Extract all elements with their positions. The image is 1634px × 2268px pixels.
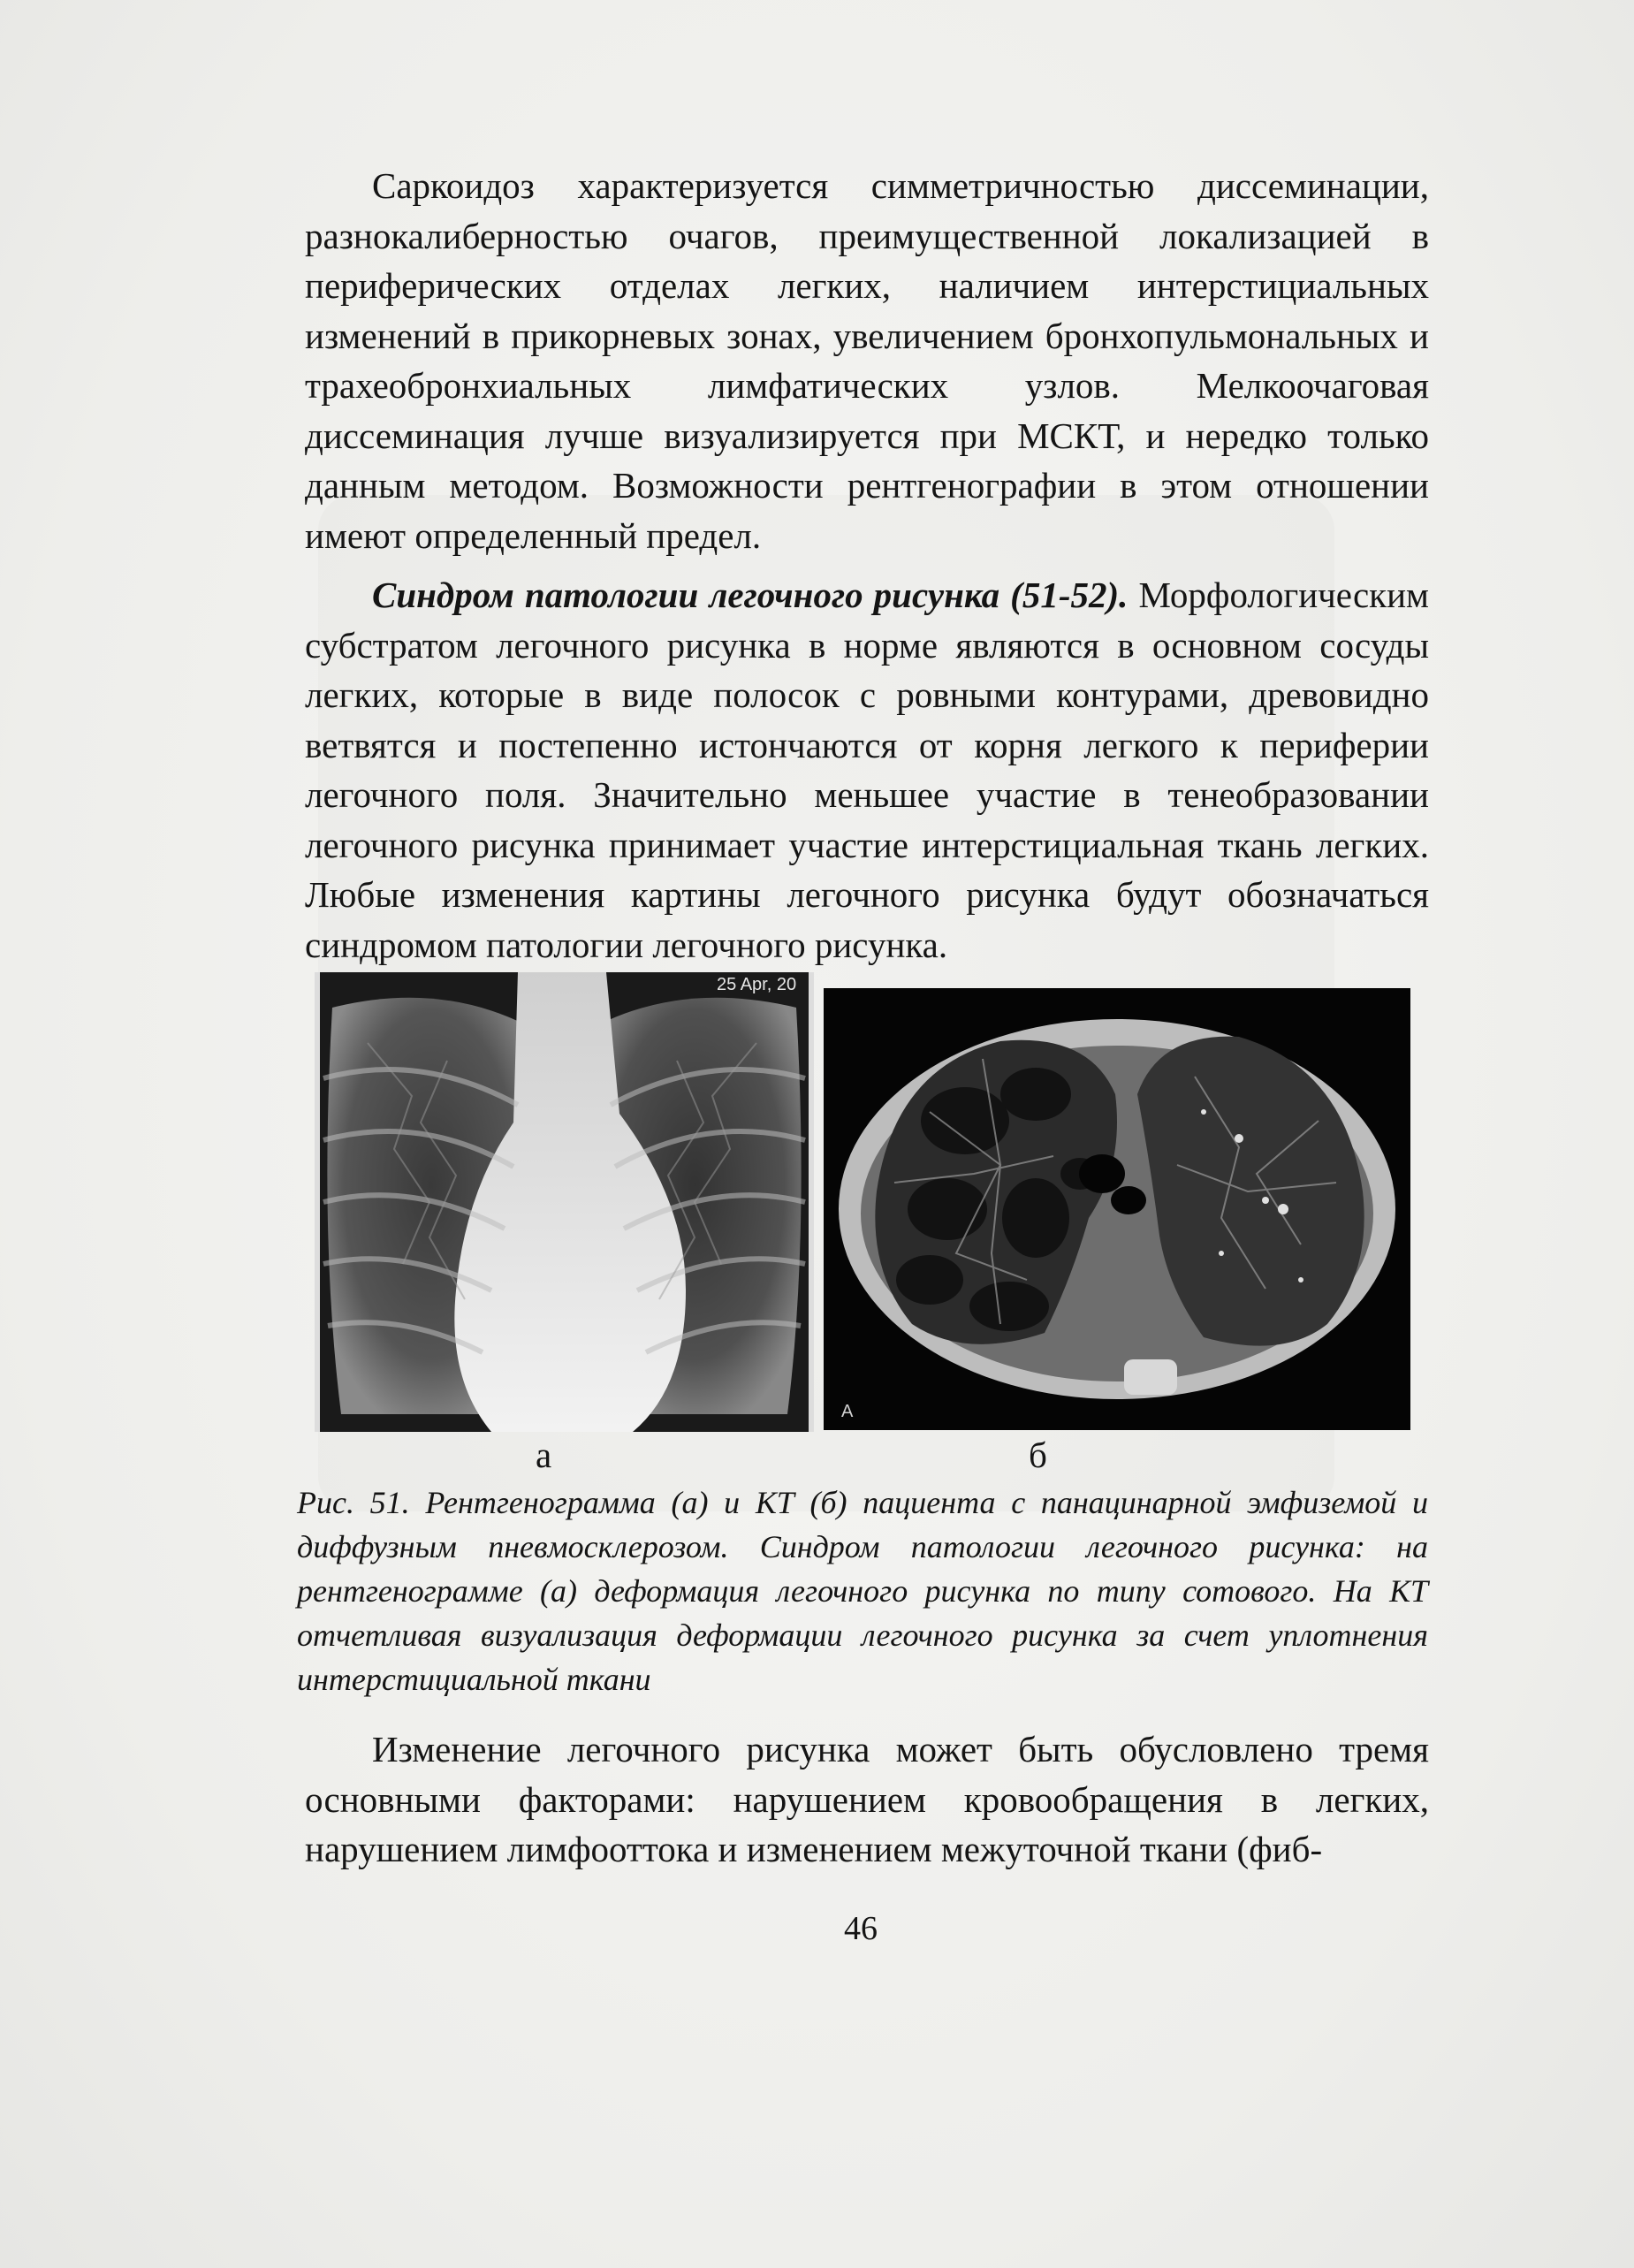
section-heading: Синдром патологии легочного рисунка (51-52). <box>372 575 1129 615</box>
paragraph-sarcoidosis: Саркоидоз характеризуется симметричностью диссеминации, разнокалиберностью очагов, преимущественной локализацией в периферических отделах легких, наличием интерстициальных изменений в прикорневых зонах, увеличением бронхопульмональных и трахеобронхиальных лимфатических узлов. Мелкоочаговая диссеминация лучше визуализируется при МСКТ, и нередко только данным методом. Возможности рентгенографии в этом отношении имеют определенный предел. <box>305 165 1429 556</box>
figure-caption: Рис. 51. Рентгенограмма (а) и КТ (б) пациента с панацинарной эмфиземой и диффузным пневмосклерозом. Синдром патологии легочного рисунка: на рентгенограмме (а) деформация легочного рисунка по типу сотового. На КТ отчетливая визуализация деформации легочного рисунка за счет уплотнения интерстициальной ткани <box>297 1485 1428 1697</box>
xray-date-stamp: 25 Apr, 20 <box>717 975 797 994</box>
paragraph-syndrome <box>305 570 1429 970</box>
chest-xray-image <box>315 972 814 1432</box>
page-number: 46 <box>844 1910 878 1947</box>
paragraph-syndrome-text: Морфологическим субстратом легочного рисунка в норме являются в основном сосуды легких, которые в виде полосок с ровными контурами, древовидно ветвятся и постепенно истончаются от корня легкого к периферии легочного поля. Значительно меньшее участие в тенеобразовании легочного рисунка принимает участие интерстициальная ткань легких. Любые изменения картины легочного рисунка будут обозначаться синдромом патологии легочного рисунка. <box>305 575 1429 965</box>
figure-label-a: а <box>536 1435 552 1475</box>
figure-label-b: б <box>1029 1435 1047 1475</box>
ct-marker-label: A <box>841 1402 854 1421</box>
paragraph-factors: Изменение легочного рисунка может быть обусловлено тремя основными факторами: нарушением кровообращения в легких, нарушением лимфооттока и изменением межуточной ткани (фиб- <box>305 1729 1429 1869</box>
figure-51 <box>315 972 1415 1432</box>
ct-scan-image <box>824 988 1410 1430</box>
